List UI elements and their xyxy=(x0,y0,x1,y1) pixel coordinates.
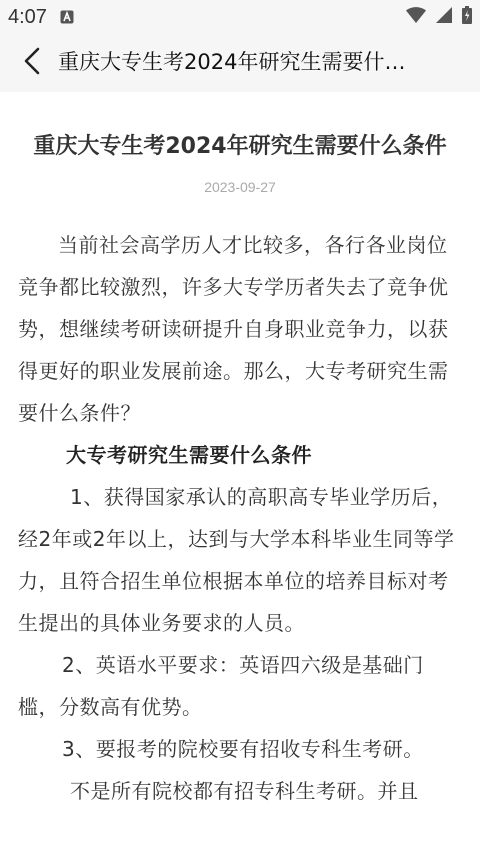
paragraph-item-1: 1、获得国家承认的高职高专毕业学历后，经2年或2年以上，达到与大学本科毕业生同等学力，且符合招生单位根据本单位的培养目标对考生提出的具体业务要求的人员。 xyxy=(18,485,455,635)
app-bar-title: 重庆大专生考2024年研究生需要什… xyxy=(58,50,406,74)
paragraph-item-3: 3、要报考的院校要有招收专科生考研。 xyxy=(62,737,424,761)
status-time: 4:07 xyxy=(8,6,47,28)
app-bar xyxy=(0,34,480,92)
wifi-icon xyxy=(406,7,426,27)
back-button[interactable] xyxy=(12,43,52,83)
article-date: 2023-09-27 xyxy=(204,179,276,195)
battery-icon xyxy=(462,6,472,28)
status-icons xyxy=(406,6,472,28)
chevron-left-icon xyxy=(22,47,42,79)
article[interactable] xyxy=(0,92,480,853)
section-heading: 大专考研究生需要什么条件 xyxy=(66,443,312,467)
app-notification-icon xyxy=(60,9,74,23)
article-body xyxy=(18,224,464,812)
paragraph-intro: 当前社会高学历人才比较多，各行各业岗位竞争都比较激烈，许多大专学历者失去了竞争优势，想继续考研读研提升自身职业竞争力，以获得更好的职业发展前途。那么，大专考研究生需要什么条件？ xyxy=(18,233,449,425)
status-bar xyxy=(0,0,480,34)
paragraph-item-4: 不是所有院校都有招专科生考研。并且 xyxy=(70,779,419,803)
paragraph-item-2: 2、英语水平要求：英语四六级是基础门槛，分数高有优势。 xyxy=(18,653,424,719)
article-title: 重庆大专生考2024年研究生需要什么条件 xyxy=(33,134,447,159)
signal-icon xyxy=(436,7,452,27)
